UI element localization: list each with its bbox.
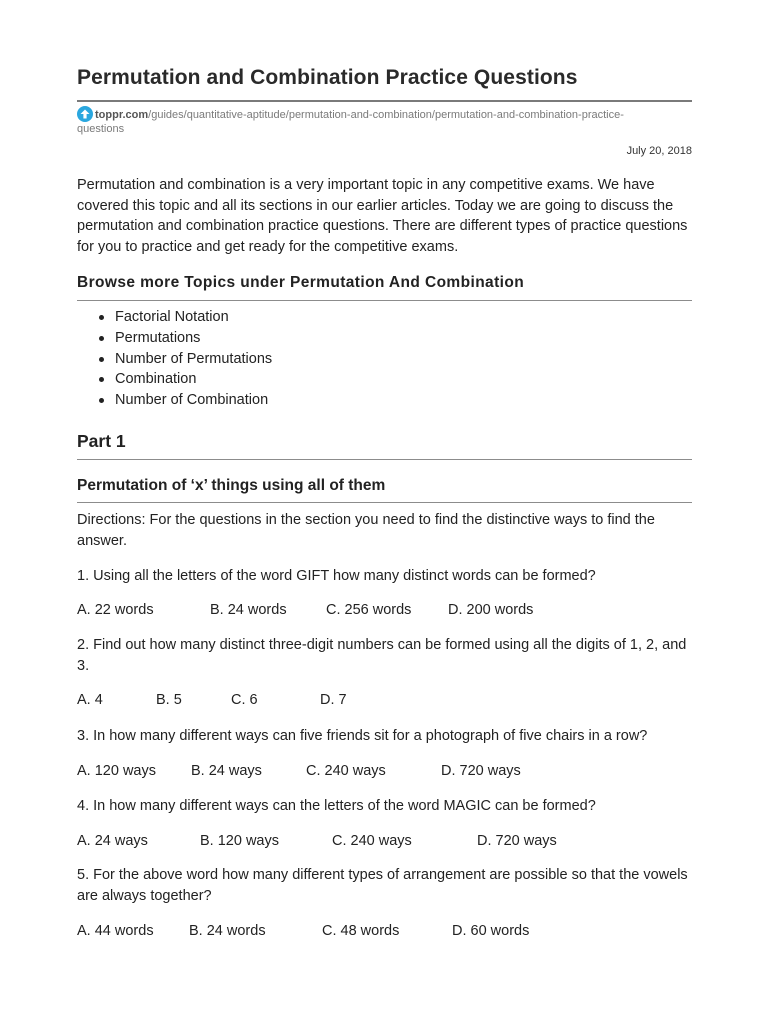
question-4-options (77, 831, 692, 851)
option-b: B. 24 words (189, 923, 266, 939)
question-2: 2. Find out how many distinct three-digit numbers can be formed using all the digits of 1, 2, and 3. (77, 637, 687, 674)
option-b: B. 120 ways (200, 833, 279, 849)
topic-link-number-of-permutations[interactable]: Number of Permutations (77, 349, 272, 370)
source-domain[interactable]: toppr.com (95, 109, 149, 121)
subsection-divider (77, 502, 692, 503)
upload-arrow-icon (77, 106, 93, 122)
bullet-icon (99, 357, 104, 362)
source-url[interactable] (77, 106, 692, 136)
directions-text: Directions: For the questions in the section you need to find the distinctive ways to find the answer. (77, 512, 655, 549)
source-path[interactable]: /guides/quantitative-aptitude/permutation-and-combination/permutation-and-combination-practice- (148, 109, 624, 121)
option-d: D. 7 (320, 692, 347, 708)
topic-list (77, 307, 272, 411)
question-1-options (77, 600, 692, 620)
option-c: C. 240 ways (306, 763, 386, 779)
source-path-continued[interactable]: questions (77, 123, 125, 135)
option-a: A. 22 words (77, 602, 154, 618)
option-b: B. 24 words (210, 602, 287, 618)
intro-paragraph: Permutation and combination is a very important topic in any competitive exams. We have covered this topic and all its sections in our earlier articles. Today we are going to discuss the permutation and combination practice questions. There are different types of practice questions for you to practice and get ready for the competitive exams. (77, 177, 688, 255)
option-d: D. 720 ways (441, 763, 521, 779)
bullet-icon (99, 315, 104, 320)
question-1: 1. Using all the letters of the word GIFT how many distinct words can be formed? (77, 568, 596, 584)
part-heading: Part 1 (77, 431, 126, 451)
option-a: A. 4 (77, 692, 103, 708)
option-a: A. 120 ways (77, 763, 156, 779)
topic-link-permutations[interactable]: Permutations (77, 328, 272, 349)
option-b: B. 5 (156, 692, 182, 708)
option-c: C. 240 ways (332, 833, 412, 849)
question-3: 3. In how many different ways can five friends sit for a photograph of five chairs in a row? (77, 728, 648, 744)
bullet-icon (99, 377, 104, 382)
part-divider (77, 459, 692, 460)
subsection-heading: Permutation of ‘x’ things using all of them (77, 477, 386, 494)
topic-link-factorial-notation[interactable]: Factorial Notation (77, 307, 272, 328)
title-divider (77, 100, 692, 102)
question-2-options (77, 690, 692, 710)
bullet-icon (99, 336, 104, 341)
option-d: D. 60 words (452, 923, 530, 939)
question-3-options (77, 761, 692, 781)
option-c: C. 6 (231, 692, 258, 708)
page-title: Permutation and Combination Practice Questions (77, 66, 578, 89)
option-b: B. 24 ways (191, 763, 262, 779)
question-4: 4. In how many different ways can the letters of the word MAGIC can be formed? (77, 798, 596, 814)
option-d: D. 720 ways (477, 833, 557, 849)
bullet-icon (99, 398, 104, 403)
option-a: A. 44 words (77, 923, 154, 939)
publish-date: July 20, 2018 (626, 145, 692, 157)
question-5-options (77, 921, 692, 941)
option-c: C. 48 words (322, 923, 400, 939)
browse-topics-heading: Browse more Topics under Permutation And Combination (77, 274, 525, 291)
topic-link-number-of-combination[interactable]: Number of Combination (77, 390, 272, 411)
question-5: 5. For the above word how many different types of arrangement are possible so that the vowels are always together? (77, 867, 688, 904)
topic-link-combination[interactable]: Combination (77, 369, 272, 390)
option-a: A. 24 ways (77, 833, 148, 849)
option-d: D. 200 words (448, 602, 534, 618)
option-c: C. 256 words (326, 602, 412, 618)
browse-divider (77, 300, 692, 301)
